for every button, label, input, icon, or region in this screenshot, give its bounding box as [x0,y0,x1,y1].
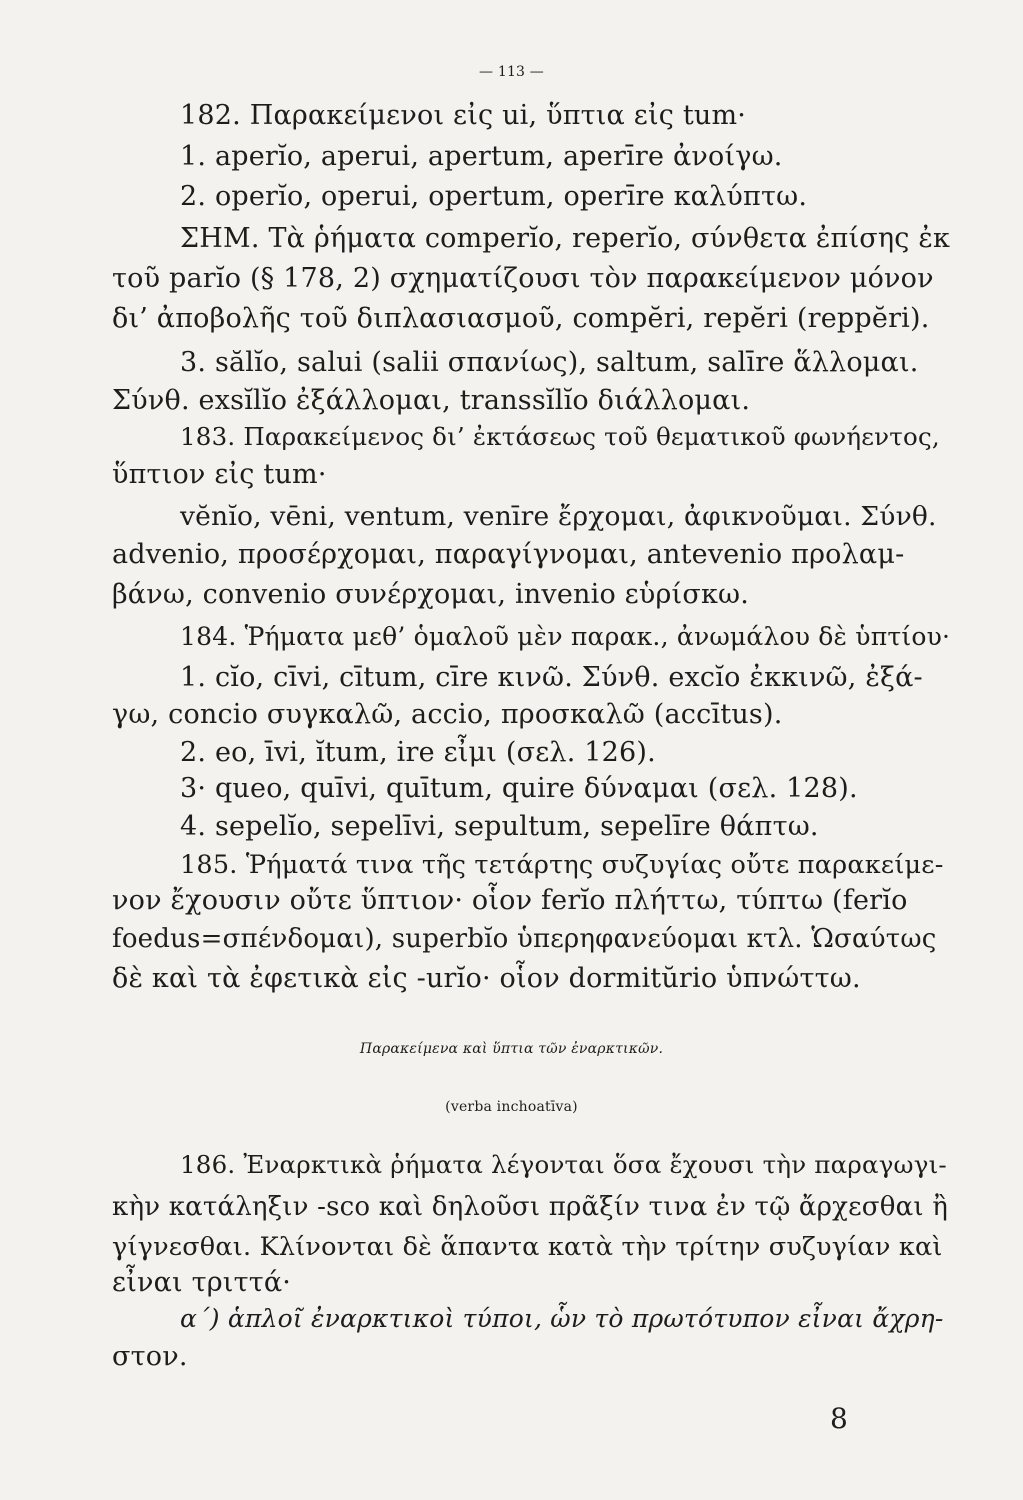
text-line: κὴν κατάληξιν -sco καὶ δηλοῦσι πρᾶξίν τινα ἐν τῷ ἄρχεσθαι ἢ [112,1192,948,1222]
page-header-number: — 113 — [478,64,545,80]
text-line: 4. sepelĭo, sepelīvi, sepultum, sepelīre θάπτω. [180,811,819,842]
page-footer-number: 8 [830,1402,849,1435]
text-line: foedus=σπένδομαι), superbĭo ὑπερηφανεύομαι κτλ. Ὡσαύτως [112,924,937,954]
text-line: γω, concio συγκαλῶ, accio, προσκαλῶ (accītus). [112,699,783,730]
text-line: Σύνθ. exsĭlĭo ἐξάλλομαι, transsĭlĭo διάλλομαι. [112,385,751,416]
text-line: εἶναι τριττά· [112,1267,292,1298]
text-line: στον. [112,1341,188,1372]
text-line: βάνω, convenio συνέρχομαι, invenio εὑρίσκω. [112,579,750,610]
section-title: Παρακείμενα καὶ ὕπτια τῶν ἐναρκτικῶν. [359,1041,664,1057]
text-line: τοῦ parĭo (§ 178, 2) σχηματίζουσι τὸν παρακείμενον μόνον [112,263,934,294]
section-subtitle: (verba inchoatīva) [445,1099,578,1115]
text-line: 2. eo, īvi, ĭtum, ire εἶμι (σελ. 126). [180,737,656,768]
text-line: 2. operĭo, operui, opertum, operīre καλύπτω. [180,181,808,212]
text-line: δὲ καὶ τὰ ἐφετικὰ εἰς -urĭo· οἷον dormitŭrio ὑπνώττω. [112,963,861,994]
text-line: 186. Ἐναρκτικὰ ῥήματα λέγονται ὅσα ἔχουσι τὴν παραγωγι- [180,1150,947,1179]
text-line: vĕnĭo, vēni, ventum, venīre ἔρχομαι, ἀφικνοῦμαι. Σύνθ. [180,501,937,532]
text-line: 183. Παρακείμενος δι’ ἐκτάσεως τοῦ θεματικοῦ φωνήεντος, [180,422,940,451]
text-line: δι’ ἀποβολῆς τοῦ διπλασιασμοῦ, compĕri, repĕri (reppĕri). [112,303,930,334]
text-line: νον ἔχουσιν οὔτε ὕπτιον· οἷον ferĭo πλήττω, τύπτω (ferĭo [112,885,908,916]
text-line: 3· queo, quīvi, quītum, quire δύναμαι (σελ. 128). [180,773,858,804]
text-line: α΄) ἁπλοῖ ἐναρκτικοὶ τύποι, ὧν τὸ πρωτότυπον εἶναι ἄχρη- [180,1304,944,1333]
text-line: 1. cĭo, cīvi, cītum, cīre κινῶ. Σύνθ. excĭo ἐκκινῶ, ἐξά- [180,662,923,693]
text-line: 3. sălĭo, salui (salii σπανίως), saltum, salīre ἅλλομαι. [180,347,919,378]
text-line: advenio, προσέρχομαι, παραγίγνομαι, antevenio προλαμ- [112,539,905,570]
text-line: γίγνεσθαι. Κλίνονται δὲ ἅπαντα κατὰ τὴν τρίτην συζυγίαν καὶ [112,1232,943,1262]
text-line: ὕπτιον εἰς tum· [112,459,327,490]
text-line: 182. Παρακείμενοι εἰς ui, ὕπτια εἰς tum· [180,100,747,131]
text-line: 1. aperĭo, aperui, apertum, aperīre ἀνοίγω. [180,141,783,172]
text-line: ΣΗΜ. Τὰ ῥήματα comperĭo, reperĭo, σύνθετα ἐπίσης ἐκ [180,223,951,254]
text-line: 185. Ῥήματά τινα τῆς τετάρτης συζυγίας οὔτε παρακείμε- [180,850,944,880]
text-line: 184. Ῥήματα μεθ’ ὁμαλοῦ μὲν παρακ., ἀνωμάλου δὲ ὑπτίου· [180,622,951,651]
